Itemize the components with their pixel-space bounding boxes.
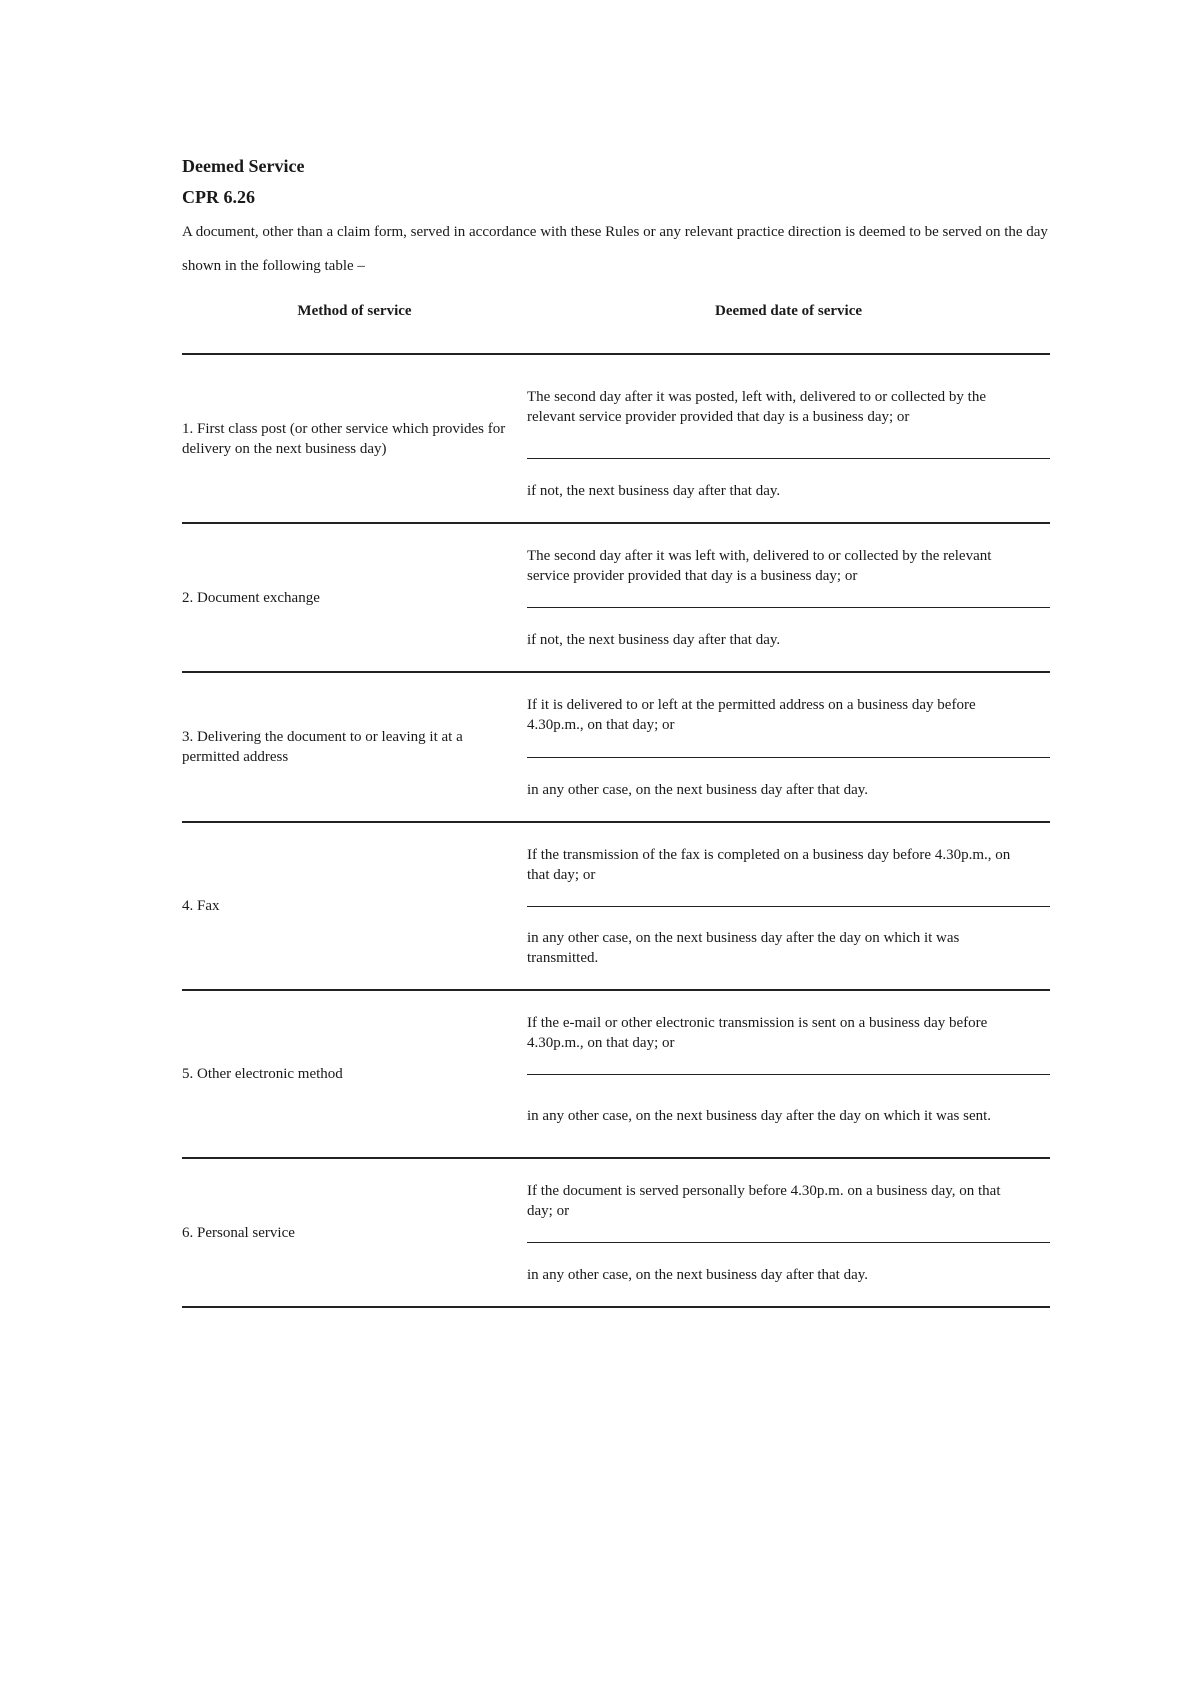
deemed-date-fallback: in any other case, on the next business day after that day. — [527, 781, 869, 798]
table-row — [182, 990, 1050, 1158]
deemed-date-fallback: if not, the next business day after that day. — [527, 482, 781, 499]
deemed-date-fallback: in any other case, on the next business day after that day. — [527, 1266, 869, 1283]
deemed-date-cell — [527, 672, 1050, 822]
rule-reference: CPR 6.26 — [182, 187, 255, 207]
page-title: Deemed Service — [182, 156, 305, 176]
method-cell: 6. Personal service — [182, 1158, 527, 1307]
method-cell: 3. Delivering the document to or leaving it at a permitted address — [182, 672, 527, 822]
deemed-date-cell — [527, 523, 1050, 672]
deemed-date-primary: The second day after it was left with, delivered to or collected by the relevant service provider provided that day is a business day; or — [527, 524, 1050, 608]
deemed-date-fallback: in any other case, on the next business day after the day on which it was transmitted. — [527, 930, 960, 966]
deemed-date-primary: If the transmission of the fax is completed on a business day before 4.30p.m., on that day; or — [527, 823, 1050, 907]
table-row — [182, 822, 1050, 990]
method-cell: 1. First class post (or other service which provides for delivery on the next business day) — [182, 354, 527, 523]
deemed-date-primary: If it is delivered to or left at the permitted address on a business day before 4.30p.m., on that day; or — [527, 673, 1050, 758]
table-row — [182, 1158, 1050, 1307]
header-method-of-service: Method of service — [182, 291, 527, 354]
table-header-row — [182, 291, 1050, 354]
deemed-date-primary: If the e-mail or other electronic transmission is sent on a business day before 4.30p.m., on that day; or — [527, 991, 1050, 1075]
deemed-date-cell — [527, 354, 1050, 523]
deemed-date-fallback: if not, the next business day after that day. — [527, 631, 781, 648]
deemed-date-primary: The second day after it was posted, left with, delivered to or collected by the relevant service provider provided that day is a business day; or — [527, 355, 1050, 459]
document-page — [182, 152, 1050, 1308]
intro-paragraph: A document, other than a claim form, served in accordance with these Rules or any relevant practice direction is deemed to be served on the day shown in the following table – — [182, 224, 1048, 274]
method-cell: 4. Fax — [182, 822, 527, 990]
deemed-date-cell — [527, 990, 1050, 1158]
deemed-service-table — [182, 291, 1050, 1308]
deemed-date-cell — [527, 1158, 1050, 1307]
deemed-date-cell — [527, 822, 1050, 990]
deemed-date-fallback: in any other case, on the next business day after the day on which it was sent. — [527, 1108, 992, 1124]
header-deemed-date: Deemed date of service — [527, 291, 1050, 354]
table-row — [182, 354, 1050, 523]
table-row — [182, 672, 1050, 822]
method-cell: 2. Document exchange — [182, 523, 527, 672]
deemed-date-primary: If the document is served personally before 4.30p.m. on a business day, on that day; or — [527, 1159, 1050, 1243]
method-cell: 5. Other electronic method — [182, 990, 527, 1158]
table-row — [182, 523, 1050, 672]
